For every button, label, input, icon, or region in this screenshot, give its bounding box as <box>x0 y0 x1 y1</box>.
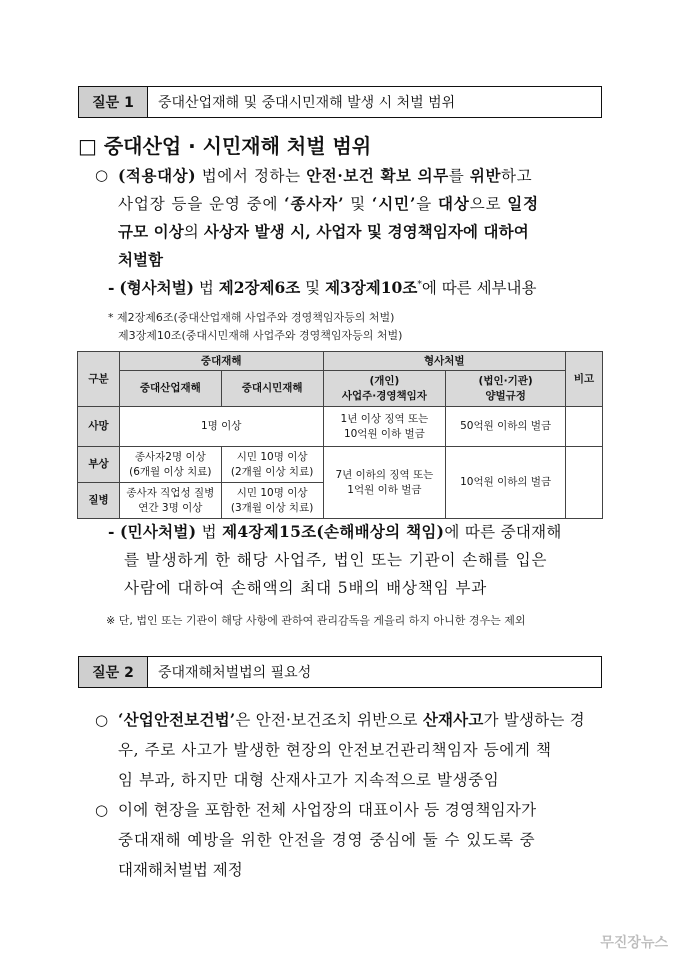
injury-industrial: 종사자2명 이상 (6개월 이상 치료) <box>119 447 221 483</box>
header-corporate: (법인·기관) 양벌규정 <box>446 371 566 407</box>
civil-line-1: - (민사처벌) 법 제4장제15조(손해배상의 책임)에 따른 중대재해 <box>108 522 562 541</box>
p2-line-1: ‘산업안전보건법’은 안전·보건조치 위반으로 산재사고가 발생하는 경 <box>118 710 585 729</box>
row-injury: 부상 <box>78 447 120 483</box>
bullet-circle-3: ○ <box>95 801 109 819</box>
header-civil: 중대시민재해 <box>221 371 323 407</box>
p3-line-2: 중대재해 예방을 위한 안전을 경영 중심에 둘 수 있도록 중 <box>118 831 536 849</box>
death-note <box>566 407 603 447</box>
header-personal: (개인) 사업주·경영책임자 <box>323 371 446 407</box>
injury-civil: 시민 10명 이상 (2개월 이상 치료) <box>221 447 323 483</box>
criminal-line: - (형사처벌) 법 제2장제6조 및 제3장제10조*에 따른 세부내용 <box>108 278 537 297</box>
illness-civil: 시민 10명 이상 (3개월 이상 치료) <box>221 483 323 519</box>
bullet-circle-2: ○ <box>95 711 109 729</box>
question-2-title: 중대재해처벌법의 필요성 <box>158 665 312 681</box>
injury-illness-note <box>566 447 603 519</box>
injury-illness-personal-penalty: 7년 이하의 징역 또는 1억원 이하 벌금 <box>323 447 446 519</box>
p2-line-3: 임 부과, 하지만 대형 산재사고가 지속적으로 발생중임 <box>118 771 500 789</box>
p3-line-1: 이에 현장을 포함한 전체 사업장의 대표이사 등 경영책임자가 <box>118 801 537 819</box>
question-1-box <box>78 86 602 118</box>
death-personal-penalty: 1년 이상 징역 또는 10억원 이하 벌금 <box>323 407 446 447</box>
question-1-title: 중대산업재해 및 중대시민재해 발생 시 처벌 범위 <box>158 95 456 111</box>
row-illness: 질병 <box>78 483 120 519</box>
header-gubun: 구분 <box>78 352 120 407</box>
civil-line-3: 사람에 대하여 손해액의 최대 5배의 배상책임 부과 <box>124 579 488 597</box>
row-death: 사망 <box>78 407 120 447</box>
penalty-table <box>77 351 603 519</box>
watermark-logo: 무진장뉴스 <box>600 935 668 951</box>
civil-line-2: 를 발생하게 한 해당 사업주, 법인 또는 기관이 손해를 입은 <box>124 551 548 569</box>
illness-industrial: 종사자 직업성 질병 연간 3명 이상 <box>119 483 221 519</box>
header-disaster: 중대재해 <box>119 352 323 371</box>
question-2-number: 질문 2 <box>79 657 148 687</box>
p1-line-1: (적용대상) 법에서 정하는 안전·보건 확보 의무를 위반하고 <box>118 166 533 185</box>
injury-illness-corporate-penalty: 10억원 이하의 벌금 <box>446 447 566 519</box>
question-1-number: 질문 1 <box>79 87 148 117</box>
note-article-10: 제3장제10조(중대시민재해 사업주와 경영책임자등의 처벌) <box>118 329 403 342</box>
question-2-box <box>78 656 602 688</box>
header-criminal: 형사처벌 <box>323 352 566 371</box>
section-heading: □ 중대산업 · 시민재해 처벌 범위 <box>78 134 372 158</box>
header-note: 비고 <box>566 352 603 407</box>
p3-line-3: 대재해처벌법 제정 <box>118 861 243 879</box>
header-industrial: 중대산업재해 <box>119 371 221 407</box>
death-threshold: 1명 이상 <box>119 407 323 447</box>
p1-line-3: 규모 이상의 사상자 발생 시, 사업자 및 경영책임자에 대하여 <box>118 222 529 241</box>
p1-line-2: 사업장 등을 운영 중에 ‘종사자’ 및 ‘시민’을 대상으로 일정 <box>118 194 540 213</box>
note-article-6: * 제2장제6조(중대산업재해 사업주와 경영책임자등의 처벌) <box>108 311 395 324</box>
p2-line-2: 우, 주로 사고가 발생한 현장의 안전보건관리책임자 등에게 책 <box>118 741 552 759</box>
bullet-circle: ○ <box>95 166 109 184</box>
note-exception: ※ 단, 법인 또는 기관이 해당 사항에 관하여 관리감독을 게을리 하지 아니한 경우는 제외 <box>106 614 526 627</box>
p1-line-4: 처벌함 <box>118 250 163 269</box>
death-corporate-penalty: 50억원 이하의 벌금 <box>446 407 566 447</box>
